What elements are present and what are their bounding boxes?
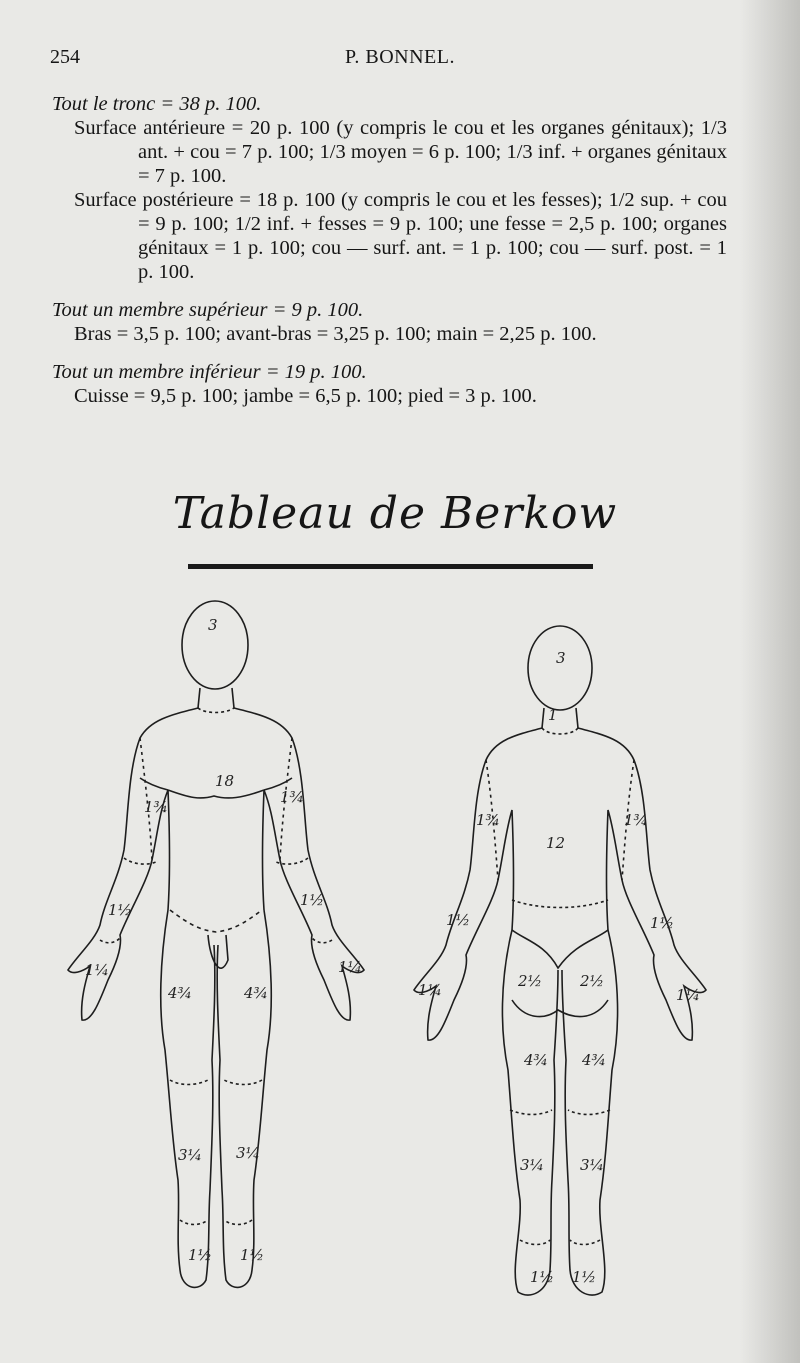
back-label-hand-right: 1¼ xyxy=(676,986,701,1004)
body-text xyxy=(52,92,727,408)
front-label-forearm-left: 1½ xyxy=(108,901,133,919)
back-label-hand-left: 1¼ xyxy=(418,981,443,999)
back-label-head: 3 xyxy=(556,649,566,667)
back-label-foot-left: 1½ xyxy=(530,1268,555,1286)
section-lower-limb-title: Tout un membre inférieur = 19 p. 100. xyxy=(52,361,367,383)
page-number: 254 xyxy=(50,46,80,68)
front-label-leg-left: 3¼ xyxy=(178,1146,203,1164)
lower-limb-detail: Cuisse = 9,5 p. 100; jambe = 6,5 p. 100; pied = 3 p. 100. xyxy=(74,385,537,407)
back-label-neck: 1 xyxy=(548,706,558,724)
front-label-arm-left: 1¾ xyxy=(144,798,169,816)
front-label-hand-right: 1¼ xyxy=(338,958,363,976)
front-label-thigh-right: 4¾ xyxy=(244,984,269,1002)
back-label-trunk: 12 xyxy=(546,834,566,852)
body-chart-figure xyxy=(0,580,800,1340)
front-label-trunk: 18 xyxy=(215,772,235,790)
front-label-arm-right: 1¾ xyxy=(280,788,305,806)
front-label-foot-right: 1½ xyxy=(240,1246,265,1264)
back-label-forearm-left: 1½ xyxy=(446,911,471,929)
front-label-leg-right: 3¼ xyxy=(236,1144,261,1162)
front-figure xyxy=(68,601,364,1287)
body-outlines-svg xyxy=(0,580,800,1340)
back-label-buttock-left: 2½ xyxy=(518,972,543,990)
back-label-thigh-right: 4¾ xyxy=(582,1051,607,1069)
section-tronc-title: Tout le tronc = 38 p. 100. xyxy=(52,93,262,115)
back-label-arm-left: 1¾ xyxy=(476,811,501,829)
back-label-thigh-left: 4¾ xyxy=(524,1051,549,1069)
back-label-leg-left: 3¼ xyxy=(520,1156,545,1174)
front-label-hand-left: 1¼ xyxy=(85,961,110,979)
back-label-leg-right: 3¼ xyxy=(580,1156,605,1174)
back-figure xyxy=(414,626,706,1295)
tronc-posterior-paragraph: Surface postérieure = 18 p. 100 (y compris le cou et les fesses); 1/2 sup. + cou = 9 p. 100; 1/2 inf. + fesses = 9 p. 100; une fesse = 2,5 p. 100; organes génitaux = 1 p. 100; cou — surf. ant. = 1 p. 100; cou — surf. post. = 1 p. 100. xyxy=(74,189,727,283)
figure-title: Tableau de Berkow xyxy=(172,488,618,539)
back-label-buttock-right: 2½ xyxy=(580,972,605,990)
title-underline xyxy=(188,564,593,569)
back-label-foot-right: 1½ xyxy=(572,1268,597,1286)
section-upper-limb-title: Tout un membre supérieur = 9 p. 100. xyxy=(52,299,364,321)
front-label-forearm-right: 1½ xyxy=(300,891,325,909)
back-label-arm-right: 1¾ xyxy=(624,811,649,829)
front-label-foot-left: 1½ xyxy=(188,1246,213,1264)
page-header xyxy=(0,46,800,76)
back-label-forearm-right: 1½ xyxy=(650,914,675,932)
running-head: P. BONNEL. xyxy=(344,46,455,68)
front-label-head: 3 xyxy=(208,616,218,634)
tronc-anterior-paragraph: Surface antérieure = 20 p. 100 (y compris le cou et les organes génitaux); 1/3 ant. + cou = 7 p. 100; 1/3 moyen = 6 p. 100; 1/3 inf. + organes génitaux = 7 p. 100. xyxy=(74,117,727,187)
upper-limb-detail: Bras = 3,5 p. 100; avant-bras = 3,25 p. 100; main = 2,25 p. 100. xyxy=(74,323,597,345)
front-label-thigh-left: 4¾ xyxy=(168,984,193,1002)
